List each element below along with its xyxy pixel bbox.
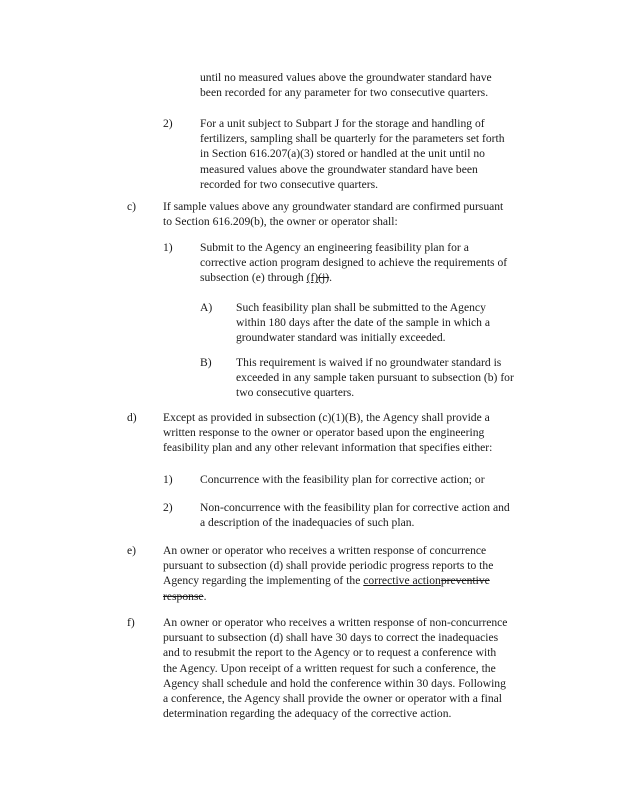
- para-f-text: [163, 615, 507, 721]
- text-line: a description of the inadequacies of such plan.: [200, 516, 415, 530]
- para-f-label: f): [127, 616, 135, 629]
- para-d-label: d): [127, 411, 137, 424]
- text-line: An owner or operator who receives a written response of non-concurrence: [163, 616, 508, 629]
- text-line: within 180 days after the date of the sample in which a: [236, 316, 491, 330]
- para-d-text: [163, 410, 492, 456]
- para-d2-text: [200, 500, 510, 530]
- text-line: groundwater standard was initially exceeded.: [236, 331, 446, 345]
- text-line: a conference, the Agency shall provide the owner or operator with a final: [163, 692, 502, 706]
- text-run: subsection (e) through: [200, 271, 307, 285]
- text-line: exceeded in any sample taken pursuant to subsection (b) for: [236, 371, 514, 385]
- text-line: [200, 270, 507, 285]
- text-line: feasibility plan and any other relevant information that specifies either:: [163, 441, 493, 455]
- inserted-text: (f): [306, 271, 319, 285]
- text-line: corrective action program designed to achieve the requirements of: [200, 256, 508, 270]
- text-line: and to resubmit the report to the Agency or to request a conference with: [163, 646, 497, 660]
- deleted-text: response: [163, 589, 204, 603]
- deleted-text: (j): [318, 271, 330, 285]
- text-line: until no measured values above the groundwater standard have: [200, 71, 492, 84]
- text-line: measured values above the groundwater standard have been: [200, 162, 478, 176]
- text-line: determination regarding the adequacy of the corrective action.: [163, 707, 452, 721]
- para-e-label: e): [127, 544, 137, 557]
- para-c1B-label: B): [200, 356, 212, 369]
- deleted-text: preventive: [440, 574, 490, 588]
- text-line: Non-concurrence with the feasibility plan for corrective action and: [200, 501, 510, 514]
- para-c1B-text: [236, 355, 514, 401]
- text-run: .: [203, 589, 207, 603]
- text-run: Agency regarding the implementing of the: [163, 574, 364, 588]
- text-line: fertilizers, sampling shall be quarterly for the parameters set forth: [200, 132, 505, 146]
- text-run: .: [329, 271, 333, 285]
- text-line: Except as provided in subsection (c)(1)(B), the Agency shall provide a: [163, 411, 490, 424]
- para-c1-label: 1): [163, 241, 173, 254]
- para-c1A-text: [236, 300, 490, 346]
- para-a2-label: 2): [163, 117, 173, 130]
- para-d1-label: 1): [163, 473, 173, 486]
- text-line: [163, 573, 493, 588]
- para-c1A-label: A): [200, 301, 213, 314]
- para-c-text: [163, 199, 503, 229]
- para-d1-text: Concurrence with the feasibility plan for corrective action; or: [200, 473, 485, 486]
- text-line: Submit to the Agency an engineering feasibility plan for a: [200, 241, 469, 254]
- text-line: For a unit subject to Subpart J for the storage and handling of: [200, 117, 485, 130]
- text-line: Such feasibility plan shall be submitted to the Agency: [236, 301, 486, 314]
- para-a-continuation: [200, 70, 492, 100]
- text-line: two consecutive quarters.: [236, 386, 355, 400]
- para-c-label: c): [127, 200, 137, 213]
- inserted-text: corrective action: [363, 574, 441, 588]
- para-d2-label: 2): [163, 501, 173, 514]
- text-line: to Section 616.209(b), the owner or operator shall:: [163, 215, 398, 229]
- text-line: been recorded for any parameter for two consecutive quarters.: [200, 86, 489, 100]
- text-line: An owner or operator who receives a written response of concurrence: [163, 544, 487, 557]
- text-line: [163, 589, 493, 604]
- text-line: If sample values above any groundwater standard are confirmed pursuant: [163, 200, 504, 213]
- text-line: pursuant to subsection (d) shall have 30 days to correct the inadequacies: [163, 631, 499, 645]
- text-line: in Section 616.207(a)(3) stored or handled at the unit until no: [200, 147, 485, 161]
- para-e-text: [163, 543, 493, 604]
- para-c1-text: [200, 240, 507, 286]
- para-a2-text: [200, 116, 505, 192]
- text-line: recorded for two consecutive quarters.: [200, 177, 379, 191]
- text-line: This requirement is waived if no groundwater standard is: [236, 356, 502, 369]
- text-line: pursuant to subsection (d) shall provide periodic progress reports to the: [163, 559, 494, 573]
- text-line: written response to the owner or operator based upon the engineering: [163, 426, 485, 440]
- text-line: Agency shall schedule and hold the conference within 30 days. Following: [163, 676, 506, 690]
- text-line: the Agency. Upon receipt of a written request for such a conference, the: [163, 661, 496, 675]
